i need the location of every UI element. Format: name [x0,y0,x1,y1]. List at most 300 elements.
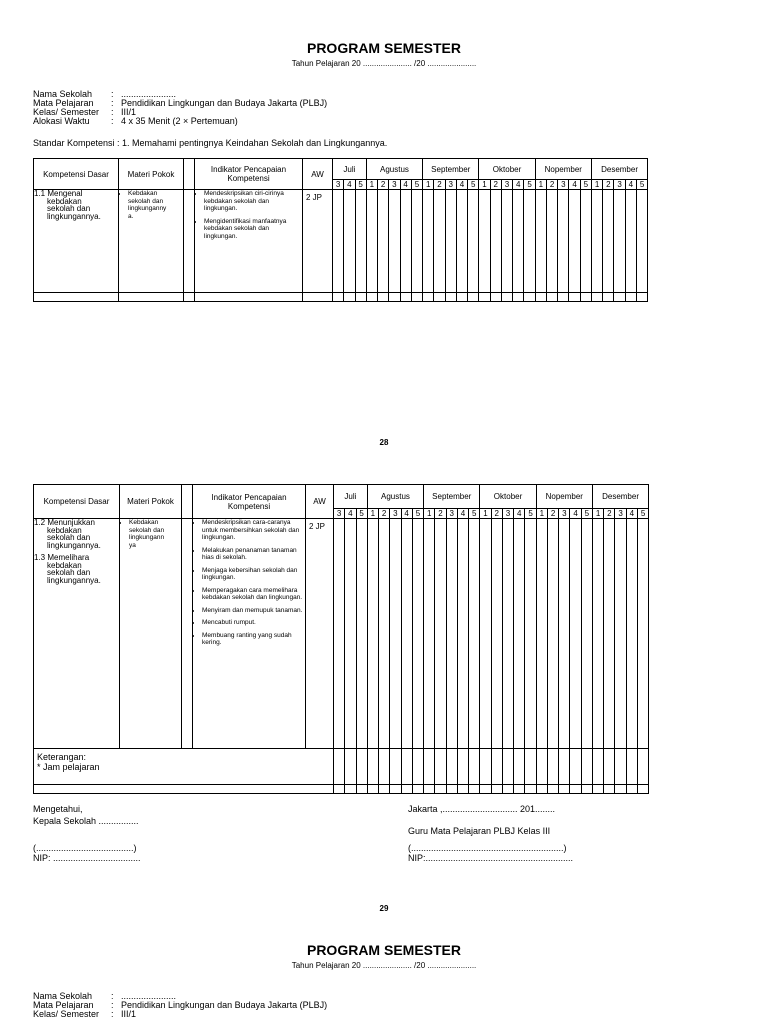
materi-line: sekolah dan [129,526,165,534]
indikator-item: • Mendeskripsikan ciri-cirinya kebdakan sekolah dan lingkungan. [204,190,302,213]
week-cell: 3 [615,509,626,519]
week-body-cell [570,519,581,749]
header-month: Juli [333,159,367,180]
week-body-cell [535,293,546,302]
info-key: Kelas/ Semester [33,107,100,117]
info-sep: : [111,98,114,108]
week-cell: 2 [491,509,502,519]
empty-cell [119,293,184,302]
week-body-cell [435,519,446,749]
week-cell: 1 [591,180,602,190]
week-body-cell [401,519,412,749]
empty-cell [34,293,119,302]
page-title-3: PROGRAM SEMESTER [306,942,461,958]
aw-cell: 2 JP [306,519,334,749]
week-cell: 3 [559,509,570,519]
week-body-cell [480,749,491,785]
materi-line: • Kebdakan [129,519,159,526]
week-cell: 5 [356,509,367,519]
week-body-cell [626,785,637,794]
week-body-cell [546,293,557,302]
week-cell: 4 [400,180,411,190]
week-body-cell [390,519,401,749]
week-body-cell [456,190,467,293]
week-body-cell [501,293,512,302]
materi-line: a. [128,212,134,220]
header-kd: Kompetensi Dasar [34,485,120,519]
week-cell: 5 [411,180,422,190]
week-body-cell [423,293,434,302]
week-cell: 4 [513,180,524,190]
week-body-cell [581,519,592,749]
week-body-cell [513,190,524,293]
week-body-cell [446,749,457,785]
page-number: 28 [379,438,389,447]
week-body-cell [356,785,367,794]
week-body-cell [490,293,501,302]
week-body-cell [400,190,411,293]
kd-line: 1.2 Menunjukkan [34,518,95,527]
week-body-cell [412,749,423,785]
week-body-cell [344,190,355,293]
week-body-cell [367,785,378,794]
week-body-cell [615,785,626,794]
indikator-cell [193,519,306,749]
week-body-cell [615,749,626,785]
semester-table-1 [33,158,648,302]
info-key: Nama Sekolah [33,89,93,99]
week-body-cell [457,785,468,794]
kd-line: sekolah dan [47,204,91,213]
week-cell: 1 [592,509,603,519]
week-body-cell [625,190,636,293]
week-cell: 2 [604,509,615,519]
info-value: III/1 [121,107,137,117]
week-cell: 2 [603,180,614,190]
week-body-cell [366,190,377,293]
week-body-cell [367,749,378,785]
week-body-cell [637,785,648,794]
week-body-cell [355,293,366,302]
week-body-cell [491,519,502,749]
week-body-cell [456,293,467,302]
aw-cell: 2 JP [303,190,333,293]
week-body-cell [525,749,536,785]
week-body-cell [480,785,491,794]
week-body-cell [490,190,501,293]
week-body-cell [569,190,580,293]
week-cell: 3 [446,509,457,519]
week-body-cell [614,293,625,302]
week-body-cell [423,190,434,293]
week-body-cell [401,785,412,794]
header-aw: AW [303,159,333,190]
week-cell: 4 [570,509,581,519]
week-body-cell [390,785,401,794]
week-body-cell [400,293,411,302]
kd-line: kebdakan [47,525,82,535]
spacer-cell [184,190,195,293]
materi-line: ya [129,541,136,549]
empty-cell [195,293,303,302]
week-body-cell [581,785,592,794]
indikator-item: • Mendeskripsikan cara-caranya untuk membersihkan sekolah dan lingkungan. [202,519,305,542]
empty-cell [34,785,334,794]
week-cell: 4 [569,180,580,190]
week-body-cell [356,519,367,749]
week-body-cell [615,519,626,749]
week-body-cell [412,519,423,749]
week-body-cell [513,293,524,302]
week-body-cell [457,519,468,749]
kd-cell [34,190,119,293]
week-body-cell [469,749,480,785]
info-key: Mata Pelajaran [33,98,94,108]
header-month: September [423,159,479,180]
header-month: September [424,485,480,509]
week-body-cell [625,293,636,302]
week-cell: 1 [535,180,546,190]
week-body-cell [367,519,378,749]
week-body-cell [469,785,480,794]
info-sep: : [111,89,114,99]
week-body-cell [356,749,367,785]
header-month: Agustus [367,485,423,509]
week-cell: 1 [367,509,378,519]
week-body-cell [434,190,445,293]
header-materi: Materi Pokok [120,485,182,519]
teacher-label: Guru Mata Pelajaran PLBJ Kelas III [408,826,551,836]
indikator-item: • Menyiram dan memupuk tanaman. [202,607,305,615]
week-body-cell [389,190,400,293]
week-cell: 1 [536,509,547,519]
indikator-cell [195,190,303,293]
week-body-cell [344,293,355,302]
week-body-cell [637,749,648,785]
week-cell: 4 [514,509,525,519]
header-spacer [182,485,193,519]
week-body-cell [636,190,647,293]
week-body-cell [411,293,422,302]
week-cell: 2 [434,180,445,190]
empty-cell [303,293,333,302]
week-cell: 3 [333,180,344,190]
week-cell: 5 [524,180,535,190]
week-body-cell [411,190,422,293]
school-year-3: Tahun Pelajaran 20 ...................... /20 ...................... [291,961,477,970]
kd-line: 1.1 Mengenal [34,189,83,198]
semester-table-2 [33,484,649,794]
info-sep: : [111,116,114,126]
week-body-cell [536,749,547,785]
header-indikator: Indikator Pencapaian Kompetensi [195,159,303,190]
week-body-cell [514,749,525,785]
week-body-cell [524,293,535,302]
week-body-cell [614,190,625,293]
materi-line: lingkungann [129,534,165,541]
week-cell: 5 [469,509,480,519]
info-value: III/1 [121,1009,137,1019]
week-body-cell [491,749,502,785]
week-body-cell [389,293,400,302]
materi-line: lingkunganny [128,205,167,212]
week-body-cell [435,749,446,785]
week-body-cell [401,749,412,785]
header-indikator: Indikator Pencapaian Kompetensi [193,485,306,519]
week-body-cell [435,785,446,794]
week-body-cell [468,190,479,293]
week-body-cell [580,293,591,302]
week-body-cell [345,749,356,785]
week-cell: 5 [412,509,423,519]
week-body-cell [445,293,456,302]
week-cell: 5 [636,180,647,190]
indikator-item: • Melakukan penanaman tanaman hias di sekolah. [202,547,305,562]
week-cell: 1 [366,180,377,190]
week-body-cell [604,519,615,749]
week-cell: 3 [334,509,345,519]
week-body-cell [559,519,570,749]
week-body-cell [334,785,345,794]
week-body-cell [378,190,389,293]
week-body-cell [547,749,558,785]
week-body-cell [434,293,445,302]
info-key: Nama Sekolah [33,991,93,1001]
week-body-cell [604,749,615,785]
week-body-cell [603,293,614,302]
week-body-cell [559,785,570,794]
week-body-cell [345,519,356,749]
empty-cell [184,293,195,302]
indikator-item: • Menjaga kebersihan sekolah dan lingkungan. [202,567,305,582]
info-value: 4 x 35 Menit (2 × Pertemuan) [121,116,238,126]
week-body-cell [514,785,525,794]
week-body-cell [479,190,490,293]
signature-right: (.............................................................) [408,843,567,853]
kd-line: kebdakan [47,196,82,206]
kd-line: lingkungannya. [47,540,101,550]
indikator-item: • Memperagakan cara memelihara kebdakan sekolah dan lingkungan. [202,587,305,602]
week-cell: 5 [525,509,536,519]
header-materi: Materi Pokok [119,159,184,190]
info-row [33,117,327,126]
info-key: Mata Pelajaran [33,1000,94,1010]
week-body-cell [535,190,546,293]
week-cell: 1 [423,180,434,190]
week-cell: 4 [345,509,356,519]
week-body-cell [502,519,513,749]
place-date: Jakarta ,.............................. 201........ [408,804,556,814]
week-body-cell [502,749,513,785]
week-cell: 1 [424,509,435,519]
header-month: Agustus [366,159,422,180]
week-body-cell [547,785,558,794]
info-row [33,1010,327,1019]
week-cell: 5 [468,180,479,190]
week-body-cell [424,519,435,749]
materi-cell [120,519,182,749]
week-cell: 2 [547,509,558,519]
materi-cell [119,190,184,293]
week-body-cell [603,190,614,293]
week-cell: 5 [580,180,591,190]
week-body-cell [445,190,456,293]
header-month: Desember [591,159,647,180]
week-cell: 5 [581,509,592,519]
header-month: Oktober [480,485,536,509]
keterangan-cell [34,749,334,785]
header-kd: Kompetensi Dasar [34,159,119,190]
week-body-cell [378,293,389,302]
week-body-cell [604,785,615,794]
info-sep: : [111,991,114,1001]
info-block-3 [33,992,327,1019]
week-body-cell [333,293,344,302]
week-body-cell [524,190,535,293]
week-cell: 3 [558,180,569,190]
week-body-cell [424,785,435,794]
keterangan-label: Keterangan: [37,752,87,762]
week-body-cell [525,519,536,749]
week-body-cell [514,519,525,749]
week-cell: 3 [502,509,513,519]
week-body-cell [502,785,513,794]
week-body-cell [581,749,592,785]
week-body-cell [525,785,536,794]
week-cell: 3 [445,180,456,190]
week-body-cell [468,293,479,302]
week-body-cell [491,785,502,794]
week-body-cell [334,519,345,749]
week-body-cell [479,293,490,302]
week-body-cell [379,785,390,794]
week-body-cell [592,785,603,794]
nip-right: NIP:........................................................... [408,853,574,863]
week-body-cell [457,749,468,785]
week-body-cell [592,519,603,749]
week-body-cell [626,519,637,749]
nip-left: NIP: ................................... [33,853,141,863]
week-body-cell [570,749,581,785]
info-sep: : [111,107,114,117]
info-key: Kelas/ Semester [33,1009,100,1019]
info-key: Alokasi Waktu [33,116,90,126]
header-month: Desember [592,485,648,509]
header-aw: AW [306,485,334,519]
week-cell: 2 [379,509,390,519]
info-block [33,90,327,126]
kd-line: sekolah dan [47,568,91,577]
week-body-cell [424,749,435,785]
header-month: Juli [334,485,368,509]
week-body-cell [558,190,569,293]
week-body-cell [580,190,591,293]
week-body-cell [379,749,390,785]
week-body-cell [333,190,344,293]
week-cell: 4 [456,180,467,190]
signature-left: (.......................................) [33,843,137,853]
week-body-cell [570,785,581,794]
info-value: ...................... [121,89,177,99]
info-value: ...................... [121,991,177,1001]
week-body-cell [547,519,558,749]
header-month: Nopember [535,159,591,180]
week-cell: 4 [625,180,636,190]
week-body-cell [558,293,569,302]
week-body-cell [559,749,570,785]
week-body-cell [592,749,603,785]
week-body-cell [412,785,423,794]
week-body-cell [637,519,648,749]
info-sep: : [111,1009,114,1019]
kd-line: 1.3 Memelihara [34,553,90,562]
week-cell: 1 [480,509,491,519]
week-body-cell [366,293,377,302]
keterangan-note: * Jam pelajaran [37,762,100,772]
week-body-cell [536,519,547,749]
kd-line: kebdakan [47,560,82,570]
indikator-item: • Membuang ranting yang sudah kering. [202,632,305,647]
week-body-cell [390,749,401,785]
week-cell: 2 [378,180,389,190]
week-body-cell [536,785,547,794]
week-body-cell [591,293,602,302]
week-cell: 5 [637,509,648,519]
school-year: Tahun Pelajaran 20 ...................... /20 ...................... [291,59,477,68]
week-body-cell [591,190,602,293]
header-month: Nopember [536,485,592,509]
headmaster-label: Kepala Sekolah ................ [33,816,139,826]
page-title: PROGRAM SEMESTER [306,40,461,56]
info-value: Pendidikan Lingkungan dan Budaya Jakarta (PLBJ) [121,1000,328,1010]
materi-line: sekolah dan [128,197,164,205]
week-cell: 4 [457,509,468,519]
week-body-cell [546,190,557,293]
week-cell: 4 [626,509,637,519]
week-body-cell [379,519,390,749]
week-cell: 3 [390,509,401,519]
week-cell: 2 [435,509,446,519]
kd-line: lingkungannya. [47,575,101,585]
week-body-cell [501,190,512,293]
week-body-cell [355,190,366,293]
indikator-item: • Mencabuti rumput. [202,619,305,627]
materi-line: • Kebdakan [128,190,158,197]
mengetahui-label: Mengetahui, [33,804,83,814]
header-month: Oktober [479,159,535,180]
week-cell: 5 [355,180,366,190]
week-cell: 3 [614,180,625,190]
week-body-cell [345,785,356,794]
week-cell: 3 [389,180,400,190]
week-body-cell [480,519,491,749]
week-cell: 3 [501,180,512,190]
week-body-cell [446,785,457,794]
week-body-cell [636,293,647,302]
info-value: Pendidikan Lingkungan dan Budaya Jakarta (PLBJ) [121,98,328,108]
info-sep: : [111,1000,114,1010]
header-spacer [184,159,195,190]
week-cell: 2 [490,180,501,190]
indikator-item: • Mengidentifikasi manfaatnya kebdakan sekolah dan lingkungan. [204,218,302,241]
kd-cell [34,519,120,749]
week-cell: 1 [479,180,490,190]
week-body-cell [626,749,637,785]
week-cell: 4 [401,509,412,519]
week-body-cell [569,293,580,302]
week-body-cell [334,749,345,785]
week-body-cell [469,519,480,749]
